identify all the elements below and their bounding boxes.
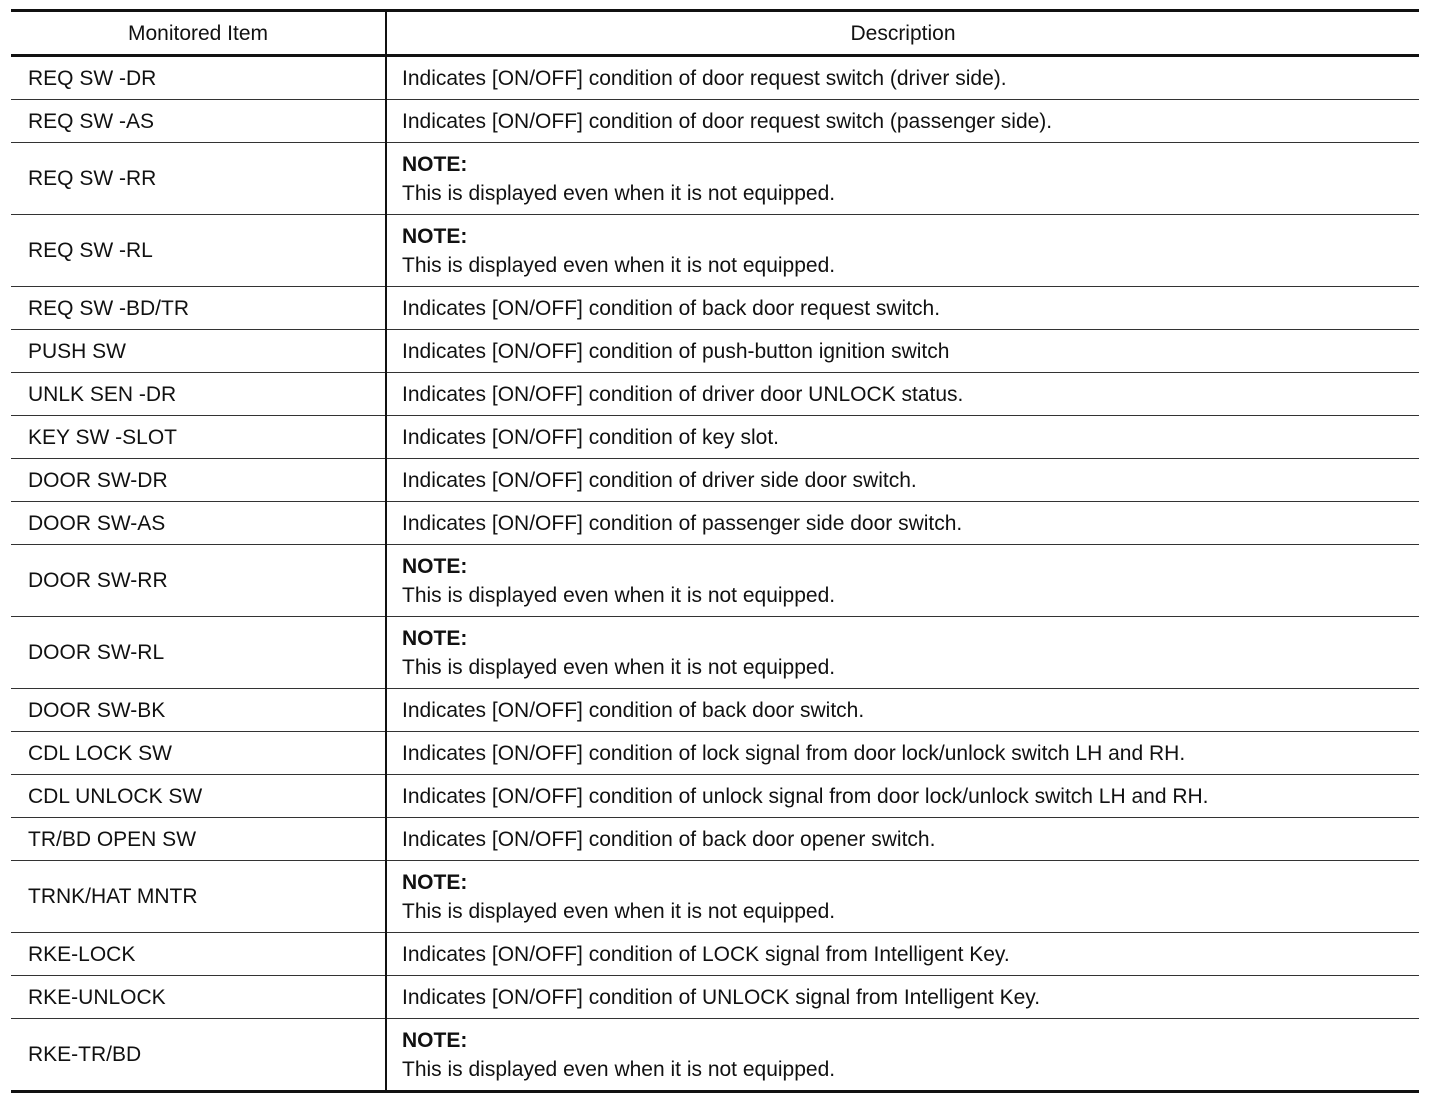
table-row	[11, 502, 1419, 545]
table-row	[11, 143, 1419, 215]
description-cell: Indicates [ON/OFF] condition of back door switch.	[386, 689, 1419, 732]
table-row	[11, 215, 1419, 287]
monitored-item-cell: RKE-TR/BD	[11, 1019, 386, 1092]
table-row	[11, 818, 1419, 861]
description-cell: Indicates [ON/OFF] condition of lock signal from door lock/unlock switch LH and RH.	[386, 732, 1419, 775]
description-cell	[386, 143, 1419, 215]
monitored-item-cell: DOOR SW-BK	[11, 689, 386, 732]
header-monitored-item: Monitored Item	[11, 11, 386, 56]
note-label: NOTE:	[402, 870, 468, 894]
description-cell: Indicates [ON/OFF] condition of unlock signal from door lock/unlock switch LH and RH.	[386, 775, 1419, 818]
monitored-item-cell: REQ SW -RR	[11, 143, 386, 215]
table-row	[11, 689, 1419, 732]
table-row	[11, 56, 1419, 100]
description-cell: Indicates [ON/OFF] condition of driver door UNLOCK status.	[386, 373, 1419, 416]
description-cell: Indicates [ON/OFF] condition of passenger side door switch.	[386, 502, 1419, 545]
monitored-item-cell: CDL UNLOCK SW	[11, 775, 386, 818]
description-cell	[386, 1019, 1419, 1092]
table-header-row	[11, 11, 1419, 56]
description-cell: Indicates [ON/OFF] condition of back door opener switch.	[386, 818, 1419, 861]
note-text: This is displayed even when it is not equipped.	[402, 1057, 836, 1081]
note-label: NOTE:	[402, 626, 468, 650]
table-row	[11, 976, 1419, 1019]
monitored-item-cell: PUSH SW	[11, 330, 386, 373]
monitored-item-cell: DOOR SW-RR	[11, 545, 386, 617]
monitored-item-cell: UNLK SEN -DR	[11, 373, 386, 416]
table-body	[11, 56, 1419, 1092]
table-row	[11, 416, 1419, 459]
monitored-item-cell: TRNK/HAT MNTR	[11, 861, 386, 933]
table-row	[11, 732, 1419, 775]
table-row	[11, 373, 1419, 416]
table-row	[11, 861, 1419, 933]
monitored-item-cell: REQ SW -DR	[11, 56, 386, 100]
description-cell: Indicates [ON/OFF] condition of door request switch (driver side).	[402, 66, 1007, 90]
description-cell	[386, 861, 1419, 933]
header-description: Description	[386, 11, 1419, 56]
description-cell	[386, 617, 1419, 689]
description-cell: Indicates [ON/OFF] condition of driver side door switch.	[386, 459, 1419, 502]
monitored-item-cell: DOOR SW-AS	[11, 502, 386, 545]
monitored-item-cell: KEY SW -SLOT	[11, 416, 386, 459]
description-cell: Indicates [ON/OFF] condition of LOCK signal from Intelligent Key.	[386, 933, 1419, 976]
table-row	[11, 330, 1419, 373]
monitored-item-cell: CDL LOCK SW	[11, 732, 386, 775]
description-cell: Indicates [ON/OFF] condition of door request switch (passenger side).	[386, 100, 1419, 143]
description-cell: Indicates [ON/OFF] condition of push-button ignition switch	[386, 330, 1419, 373]
note-text: This is displayed even when it is not equipped.	[402, 655, 836, 679]
note-label: NOTE:	[402, 152, 468, 176]
description-cell	[386, 545, 1419, 617]
table-row	[11, 775, 1419, 818]
table-row	[11, 933, 1419, 976]
monitored-item-cell: REQ SW -AS	[11, 100, 386, 143]
monitored-item-cell: DOOR SW-DR	[11, 459, 386, 502]
description-cell: Indicates [ON/OFF] condition of back door request switch.	[386, 287, 1419, 330]
description-cell	[386, 215, 1419, 287]
monitored-item-cell: RKE-LOCK	[11, 933, 386, 976]
note-label: NOTE:	[402, 554, 468, 578]
table-row	[11, 1019, 1419, 1092]
table-row	[11, 459, 1419, 502]
monitored-item-cell: REQ SW -RL	[11, 215, 386, 287]
monitored-item-cell: REQ SW -BD/TR	[11, 287, 386, 330]
table-row	[11, 287, 1419, 330]
note-text: This is displayed even when it is not equipped.	[402, 899, 836, 923]
note-text: This is displayed even when it is not equipped.	[402, 181, 836, 205]
table-row	[11, 545, 1419, 617]
monitored-item-cell: RKE-UNLOCK	[11, 976, 386, 1019]
note-text: This is displayed even when it is not equipped.	[402, 583, 836, 607]
note-text: This is displayed even when it is not equipped.	[402, 253, 836, 277]
description-cell: Indicates [ON/OFF] condition of UNLOCK signal from Intelligent Key.	[386, 976, 1419, 1019]
monitored-items-table	[11, 9, 1419, 1093]
table-row	[11, 617, 1419, 689]
table-row	[11, 100, 1419, 143]
note-label: NOTE:	[402, 224, 468, 248]
description-cell: Indicates [ON/OFF] condition of key slot.	[386, 416, 1419, 459]
monitored-item-cell: DOOR SW-RL	[11, 617, 386, 689]
monitored-item-cell: TR/BD OPEN SW	[11, 818, 386, 861]
note-label: NOTE:	[402, 1028, 468, 1052]
